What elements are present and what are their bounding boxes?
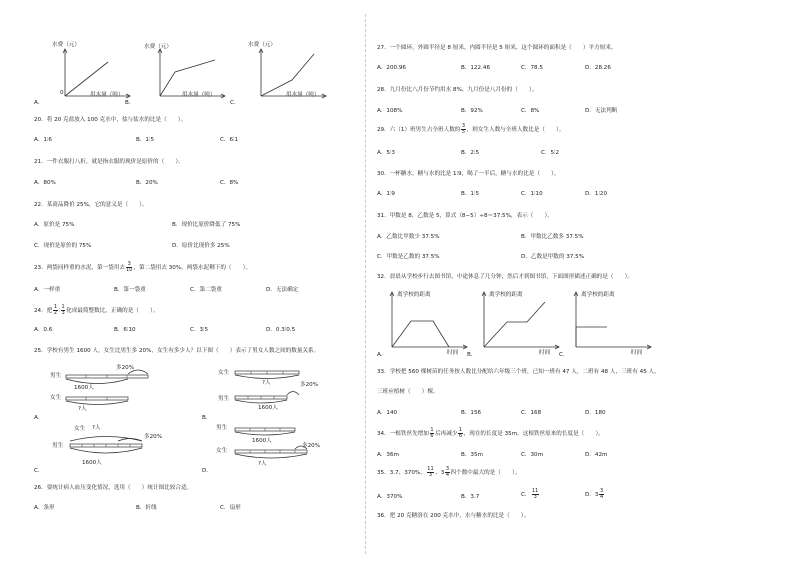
q26-stem: 26．要统计病人血压变化情况，选用（ ）统计图比较合适。	[34, 485, 193, 491]
right-column	[373, 0, 773, 562]
q25b-male-label: 男生	[218, 396, 230, 402]
q34-f2-den: 6	[458, 433, 463, 439]
q24-stem	[34, 305, 158, 316]
q32-option-c-label[interactable]: C．	[559, 352, 569, 358]
q25c-male-label: 男生	[52, 443, 64, 449]
q31-stem: 31．甲数是 8，乙数是 5，算式（8−5）÷8＝37.5%，表示（ ）。	[377, 213, 553, 219]
q25b-total: 1600人	[258, 405, 278, 411]
q32a-title: 离学校的距离	[397, 292, 431, 298]
q27-option-a[interactable]: A．200.96	[377, 65, 406, 71]
q20-option-c[interactable]: C．6∶1	[220, 137, 239, 143]
q25d-female-label: 女生	[216, 448, 228, 454]
q28-option-a[interactable]: A．108%	[377, 108, 403, 114]
graph-c-xlabel: 用水量（吨）	[286, 92, 320, 98]
q32-option-b-label[interactable]: B．	[467, 352, 477, 358]
q25c-unknown: ?人	[92, 425, 101, 431]
q20-stem: 20．将 20 克盐放入 100 克水中，盐与盐水的比是（ ）。	[34, 117, 187, 123]
graph-a-xlabel: 用水量（吨）	[90, 92, 124, 98]
q24-f1-num: 1	[53, 304, 57, 310]
q23-stem-pre: 23．两袋同样重的水泥，第一袋用去	[34, 265, 126, 271]
q25-option-c-label[interactable]: C．	[34, 468, 44, 474]
q34-option-d[interactable]: D．42m	[585, 452, 608, 458]
q35-f2-num: 3	[445, 466, 450, 472]
q23-stem-post: ，第二袋用去 30%，两袋水泥剩下的（ ）。	[133, 265, 252, 271]
q25a-total: 1600人	[74, 385, 94, 391]
q34-option-c[interactable]: C．30m	[521, 452, 544, 458]
q24-fraction-2	[58, 304, 65, 316]
q20-option-a[interactable]: A．1∶6	[34, 137, 52, 143]
q33-line2: 三班应植树（ ）棵。	[377, 389, 439, 395]
q26-option-a[interactable]: A．条形	[34, 505, 55, 511]
q20-option-b[interactable]: B．1∶5	[136, 137, 155, 143]
graph-option-a	[60, 44, 140, 99]
q35-d-den: 4	[599, 494, 604, 500]
q31-option-c[interactable]: C．甲数是乙数的 37.5%	[377, 254, 440, 260]
q30-option-b[interactable]: B．1∶5	[461, 191, 480, 197]
q35-fraction-2	[445, 467, 449, 478]
q23-option-b[interactable]: B．第一袋重	[114, 287, 146, 293]
q23-frac-num: 3	[127, 261, 131, 267]
q21-option-a[interactable]: A．80%	[34, 180, 56, 186]
q23-stem	[34, 262, 251, 273]
q27-option-d[interactable]: D．28.26	[585, 65, 611, 71]
q33-option-b[interactable]: B．156	[461, 410, 482, 416]
q35-option-d-pre: D．3	[585, 492, 599, 498]
q36-stem: 36．把 20 克糖溶在 200 克水中，水与糖水的比是（ ）。	[377, 513, 530, 519]
option-c-label: C．	[230, 100, 240, 106]
q32b-title: 离学校的距离	[489, 292, 523, 298]
q25d-unknown: ?人	[258, 461, 267, 467]
q31-option-b[interactable]: B．甲数比乙数多 37.5%	[521, 234, 584, 240]
q35-option-c-fraction	[532, 489, 539, 500]
q25c-total: 1600人	[82, 460, 102, 466]
q35-stem-mid: 、3	[435, 470, 445, 476]
q24-option-d[interactable]: D．0.3∶0.5	[266, 327, 296, 333]
q25-diagram-c	[70, 430, 180, 470]
q32c-title: 离学校的距离	[581, 292, 615, 298]
q25d-pct: 多20%	[302, 443, 321, 449]
q25a-male-label: 男生	[50, 373, 62, 379]
graph-option-c	[256, 44, 336, 99]
q24-option-b[interactable]: B．6∶10	[114, 327, 136, 333]
q35-f1-den: 3	[428, 472, 433, 478]
q27-option-b[interactable]: B．122.46	[461, 65, 491, 71]
q25b-pct: 多20%	[300, 382, 319, 388]
q22-option-d[interactable]: D．原价比现价多 25%	[172, 243, 230, 249]
q30-option-a[interactable]: A．1∶9	[377, 191, 395, 197]
q24-option-c[interactable]: C．3∶5	[190, 327, 209, 333]
q24-fraction-1	[53, 305, 57, 316]
q25-diagram-b	[235, 366, 345, 416]
q24-f1-den: 2	[53, 310, 57, 316]
q30-stem: 30．一杯糖水，糖与水的比是 1∶9，喝了一半后，糖与水的比是（ ）。	[377, 171, 560, 177]
q35-f1-num: 11	[427, 466, 434, 472]
graph-b-ylabel: 水费（元）	[144, 44, 172, 50]
q35-stem-post: 四个数中最大的是（ ）。	[450, 470, 521, 476]
q35-c-num: 11	[532, 488, 539, 494]
q25-option-d-label[interactable]: D．	[202, 468, 212, 474]
q28-option-d[interactable]: D．无法判断	[585, 108, 618, 114]
q35-stem	[377, 467, 520, 478]
q34-f1-den: 6	[430, 433, 434, 439]
q35-option-d-fraction	[599, 489, 603, 500]
q25-diagram-a	[66, 366, 176, 416]
q30-option-c[interactable]: C．1∶10	[521, 191, 543, 197]
q34-fraction-1	[430, 428, 434, 439]
q21-option-b[interactable]: B．20%	[136, 180, 158, 186]
q34-stem	[377, 428, 604, 439]
q25b-unknown: ?人	[262, 380, 271, 386]
q32b-xlabel: 时间	[539, 350, 551, 356]
q31-option-d[interactable]: D．乙数是甲数的 37.5%	[521, 254, 585, 260]
q34-f1-num: 1	[430, 427, 434, 433]
q32-option-a-label[interactable]: A．	[377, 352, 387, 358]
q25-stem: 25．学校有男生 1600 人，女生比男生多 20%，女生有多少人？以下图（ ）表示了男女人数之间的数量关系。	[34, 348, 320, 354]
q29-frac-num: 3	[461, 123, 466, 129]
q22-stem: 22．某商品降价 25%，它的意义是（ ）。	[34, 202, 148, 208]
q24-stem-mid: ∶	[58, 308, 60, 314]
q32c-xlabel: 时间	[631, 350, 643, 356]
q25b-female-label: 女生	[218, 370, 230, 376]
q25d-male-label: 男生	[216, 425, 228, 431]
q35-option-d[interactable]	[585, 489, 605, 500]
q23-option-d[interactable]: D．无法确定	[266, 287, 299, 293]
q35-stem-pre: 35．3.7、370%、	[377, 470, 426, 476]
q25-option-a-label[interactable]: A．	[34, 415, 44, 421]
q34-option-b[interactable]: B．35m	[461, 452, 483, 458]
q33-option-d[interactable]: D．180	[585, 410, 606, 416]
q27-option-c[interactable]: C．78.5	[521, 65, 543, 71]
q35-option-c[interactable]	[521, 489, 540, 500]
q29-option-c[interactable]: C．5∶2	[541, 150, 560, 156]
q30-option-d[interactable]: D．1∶20	[585, 191, 608, 197]
q25-diagram-d	[235, 420, 345, 470]
q35-fraction-1	[427, 467, 434, 478]
q35-option-a[interactable]: A．370%	[377, 494, 403, 500]
q25a-female-label: 女生	[50, 395, 62, 401]
q29-stem	[377, 124, 564, 135]
q34-stem-pre: 34．一根铁丝先增加	[377, 431, 429, 437]
q35-d-num: 3	[599, 488, 604, 494]
q34-stem-mid: 后再减少	[435, 431, 458, 437]
graph-a-ylabel: 水费（元）	[52, 42, 80, 48]
option-a-label: A．	[34, 100, 44, 106]
q23-option-c[interactable]: C．第二袋重	[190, 287, 222, 293]
q23-fraction	[126, 262, 132, 273]
q22-option-a[interactable]: A．原价是 75%	[34, 222, 75, 228]
q27-stem: 27．一个圆环，外圆半径是 8 厘米，内圆半径是 5 厘米，这个圆环的面积是（ ）平方厘米。	[377, 45, 617, 51]
q24-stem-pre: 24．把	[34, 308, 53, 314]
q29-option-b[interactable]: B．2∶5	[461, 150, 480, 156]
q34-option-a[interactable]: A．36m	[377, 452, 399, 458]
q25c-female-label: 女生	[74, 426, 86, 432]
option-b-label: B．	[125, 100, 135, 106]
left-column	[30, 0, 370, 562]
q29-option-a[interactable]: A．5∶3	[377, 150, 395, 156]
q32-stem: 32．晨晨从学校步行去图书馆，中途休息了几分钟，然后才到图书馆，下面图形描述正确的是（ ）。	[377, 274, 634, 280]
graph-option-b	[155, 44, 235, 99]
q23-frac-den: 10	[126, 267, 133, 273]
q33-option-c[interactable]: C．168	[521, 410, 542, 416]
q24-stem-post: 化成最简整数比，正确的是（ ）。	[66, 308, 159, 314]
q26-option-c[interactable]: C．扇形	[220, 505, 241, 511]
q31-option-a[interactable]: A．乙数比甲数少 37.5%	[377, 234, 440, 240]
q32a-xlabel: 时间	[447, 350, 459, 356]
q24-f2-num: 1	[61, 304, 65, 310]
graph-b-xlabel: 用水量（吨）	[182, 92, 216, 98]
q25a-unknown: ?人	[78, 406, 87, 412]
q29-stem-post: ，则女生人数与全班人数比是（ ）。	[466, 127, 565, 133]
graph-a-origin: 0	[60, 90, 64, 96]
q23-option-a[interactable]: A．一样重	[34, 287, 61, 293]
q35-option-c-pre: C．	[521, 492, 531, 498]
q25d-total: 1600人	[252, 438, 272, 444]
q35-f2-den: 4	[445, 472, 450, 478]
q29-stem-pre: 29．六（1）班男生占全班人数的	[377, 127, 461, 133]
q21-option-c[interactable]: C．8%	[220, 180, 239, 186]
q24-option-a[interactable]: A．0.6	[34, 327, 53, 333]
q22-option-c[interactable]: C．现价是原价的 75%	[34, 243, 92, 249]
q28-option-b[interactable]: B．92%	[461, 108, 483, 114]
q35-c-den: 3	[533, 494, 537, 500]
q22-option-b[interactable]: B．现价比原价降低了 75%	[172, 222, 241, 228]
graph-c-ylabel: 水费（元）	[248, 42, 276, 48]
q25c-pct: 多20%	[144, 434, 163, 440]
q29-frac-den: 5	[461, 129, 466, 135]
q34-fraction-2	[458, 428, 462, 439]
q33-option-a[interactable]: A．140	[377, 410, 398, 416]
q25-option-b-label[interactable]: B．	[202, 415, 212, 421]
q24-f2-den: 3	[61, 310, 65, 316]
q25a-pct: 多20%	[116, 365, 135, 371]
q28-option-c[interactable]: C．8%	[521, 108, 540, 114]
q28-stem: 28．九月份比八月份节约用水 8%，九月份是八月份的（ ）。	[377, 87, 538, 93]
q21-stem: 21．一件衣服打八折，就是指衣服的现价是原价的（ ）。	[34, 159, 184, 165]
q34-stem-post: ，现在的长度是 35m，这根铁丝原来的长度是（ ）。	[463, 431, 604, 437]
q33-line1: 33．学校把 560 棵树苗的任务按人数比分配给六年级三个班，已知一班有 47 人，二班有 48 人，三班有 45 人，	[377, 369, 660, 375]
q26-option-b[interactable]: B．折线	[136, 505, 157, 511]
q29-fraction	[461, 124, 465, 135]
q35-option-b[interactable]: B．3.7	[461, 494, 480, 500]
q34-f2-num: 1	[458, 427, 463, 433]
